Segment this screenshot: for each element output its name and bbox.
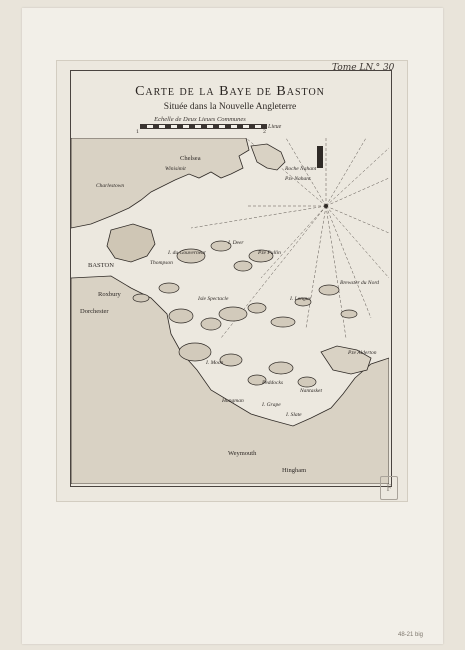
label-nantasket: Nantasket [300, 388, 322, 394]
label-chelsea: Chelsea [180, 155, 201, 162]
label-charlestown: Charlestown [96, 183, 125, 189]
label-thompson: Thompson [150, 260, 173, 266]
label-brewster: Brewster du Nord [340, 280, 380, 286]
label-nahant: P.te Nahant [285, 176, 311, 182]
scale-tick-2: 2 [262, 129, 266, 135]
scale-ticks [136, 129, 266, 135]
map-title: Carte de la Baye de Baston [135, 84, 325, 99]
inventory-number: 48-21 big [398, 632, 424, 638]
scale-tick-1: 1 [136, 129, 140, 135]
label-hangman: Hangman [222, 398, 244, 404]
map-area [71, 138, 389, 484]
label-deer: I. Deer [228, 240, 244, 246]
scale-unit: Lieue [268, 124, 282, 130]
nahant-peninsula [251, 144, 285, 170]
label-roxbury: Roxbury [98, 291, 121, 298]
label-long-island: I. Longue [290, 296, 312, 302]
label-hingham: Hingham [282, 467, 307, 474]
scale-title: Echelle de Deux Lieues Communes [154, 116, 246, 123]
label-spectacle: Isle Spectacle [198, 296, 229, 302]
label-gouverneur: I. du Gouverneur [168, 250, 207, 256]
label-alderton: P.te Alderton [348, 350, 377, 356]
label-dorchester: Dorchester [80, 308, 109, 315]
volume-number: Tome LN.° 30 [332, 63, 395, 73]
label-winisimit: Winisimit [165, 166, 186, 172]
label-peddocks: Peddocks [262, 380, 284, 386]
label-slate: I. Slate [286, 412, 302, 418]
boston-peninsula [107, 224, 155, 262]
label-baston: BASTON [88, 262, 114, 269]
harbor-map [71, 138, 389, 484]
roche-nahant-mark [317, 146, 323, 168]
map-subtitle: Située dans la Nouvelle Angleterre [163, 102, 297, 112]
label-moon: I. Moon [206, 360, 224, 366]
label-roche-nahant: Roche Nahant [285, 166, 317, 172]
label-pullin: P.te Pullin [258, 250, 281, 256]
stamp-mark: F [380, 476, 398, 500]
label-weymouth: Weymouth [228, 450, 257, 457]
compass-center [324, 204, 328, 208]
label-grape: I. Grape [262, 402, 281, 408]
